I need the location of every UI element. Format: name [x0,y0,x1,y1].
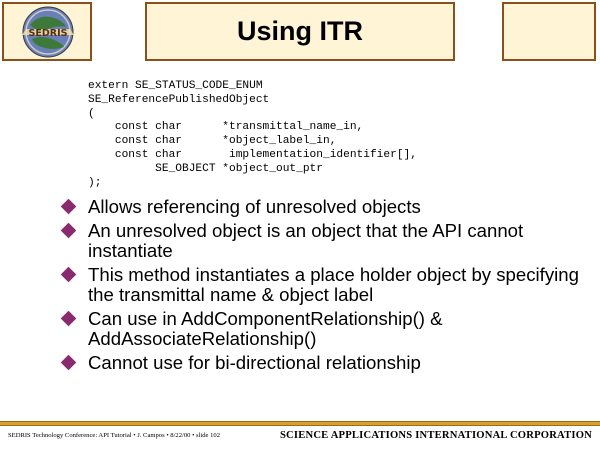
code-line: extern SE_STATUS_CODE_ENUM [88,80,263,92]
code-line: const char *transmittal_name_in, [88,121,364,134]
title-box [145,2,455,61]
bullet-text: Can use in AddComponentRelationship() & AddAssociateRelationship() [88,308,443,349]
bullet-item [58,353,583,373]
sedris-logo [18,5,78,59]
code-block [88,80,417,190]
code-line: ( [88,107,95,120]
code-line: const char *object_label_in, [88,135,337,148]
bullet-item [58,221,583,261]
diamond-bullet-icon [61,199,77,215]
code-line: ); [88,176,102,189]
diamond-bullet-icon [61,223,77,239]
page-title: Using ITR [237,16,363,46]
diamond-bullet-icon [61,311,77,327]
bullet-item [58,309,583,349]
footer-divider [0,421,600,426]
code-line: SE_OBJECT *object_out_ptr [88,162,323,175]
logo-box [2,2,92,61]
diamond-bullet-icon [61,267,77,283]
bullet-text: Allows referencing of unresolved objects [88,196,421,217]
code-line: SE_ReferencePublishedObject [88,93,270,106]
bullet-text: This method instantiates a place holder object by specifying the transmittal name & object label [88,264,579,305]
bullet-item [58,197,583,217]
footer-credit: SEDRIS Technology Conference: API Tutorial • J. Campos • 8/22/00 • slide 102 [8,432,221,439]
footer-company: SCIENCE APPLICATIONS INTERNATIONAL CORPORATION [279,430,592,441]
bullet-list [58,197,583,377]
bullet-text: Cannot use for bi-directional relationship [88,352,421,373]
code-line: const char implementation_identifier[], [88,148,417,161]
logo-text: SEDRIS [28,28,68,39]
diamond-bullet-icon [61,355,77,371]
bullet-item [58,265,583,305]
bullet-text: An unresolved object is an object that the API cannot instantiate [88,220,524,261]
header-right-box [502,2,596,61]
